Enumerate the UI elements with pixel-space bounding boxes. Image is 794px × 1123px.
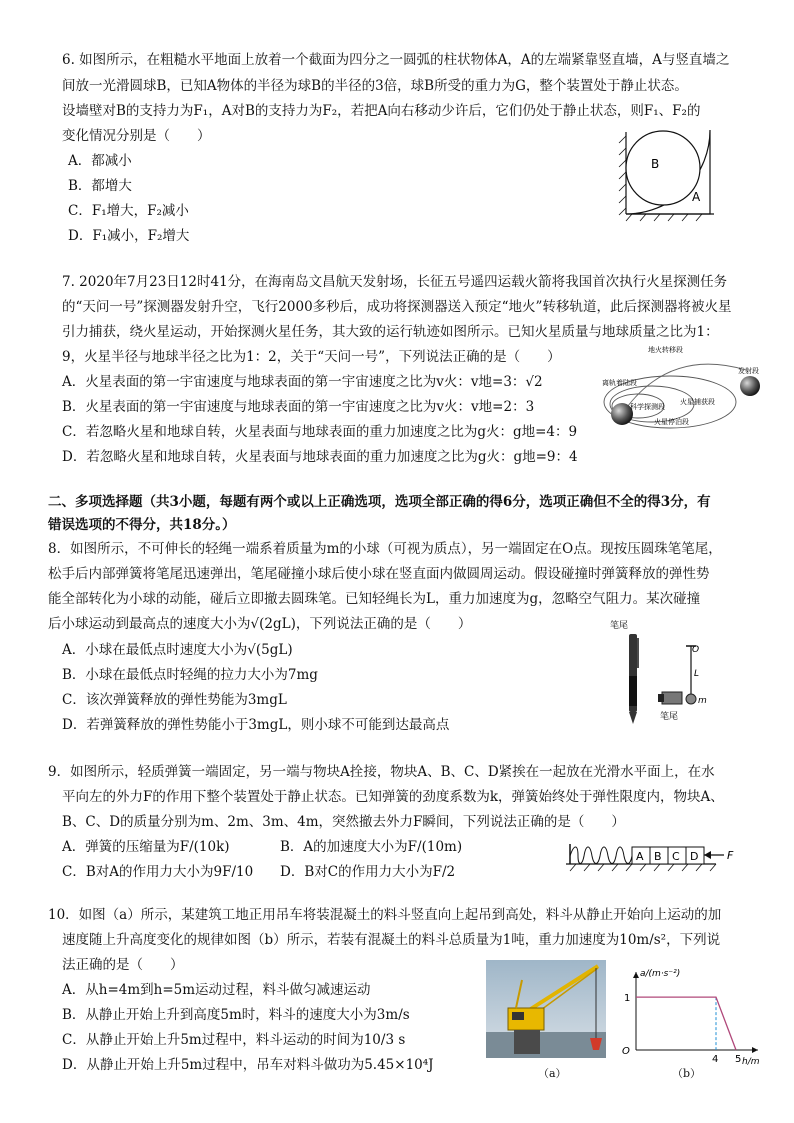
section2-header: 二、多项选择题（共3小题，每题有两个或以上正确选项，选项全部正确的得6分，选项正确但不全的得3分，有	[48, 494, 711, 510]
floor-hatch	[570, 864, 716, 871]
q6-option-d: D．F₁减小，F₂增大	[68, 228, 190, 244]
q9-option-a: A．弹簧的压缩量为F/(10k)	[62, 839, 230, 855]
q10-option-b: B．从静止开始上升到高度5m时，料斗的速度大小为3m/s	[62, 1007, 410, 1023]
ball-b	[626, 131, 700, 205]
block-d-label: D	[690, 850, 699, 863]
landing-label: 离轨着陆段	[602, 379, 637, 387]
crane-window	[512, 1012, 524, 1020]
force-arrowhead	[704, 851, 711, 859]
caption-a: （a）	[538, 1067, 567, 1080]
q8-option-c: C．该次弹簧释放的弹性势能为3mgL	[62, 692, 287, 708]
y-axis-label: a/(m·s⁻²)	[640, 969, 681, 979]
q9-option-b: B．A的加速度大小为F/(10m)	[280, 839, 463, 855]
q8-option-a: A．小球在最低点时速度大小为√(5gL)	[62, 642, 293, 658]
pen-tail-bottom-label: 笔尾	[660, 712, 679, 722]
q7-line: 9，火星半径与地球半径之比为1：2，关于“天问一号”，下列说法正确的是（ ）	[62, 349, 561, 365]
block-a-label: A	[636, 850, 644, 863]
q9-line: B、C、D的质量分别为m、2m、3m、4m，突然撤去外力F瞬间，下列说法正确的是（ ）	[62, 814, 625, 830]
q9-line: 9．如图所示，轻质弹簧一端固定，另一端与物块A拴接，物块A、B、C、D紧挨在一起放在光滑水平面上，在水	[48, 764, 715, 780]
q7-line: 的“天问一号”探测器发射升空，飞行2000多秒后，成功将探测器送入预定“地火”转移轨道，此后探测器将被火星	[62, 299, 732, 315]
x-axis-label: h/m	[742, 1057, 760, 1066]
q7-option-d: D．若忽略火星和地球自转，火星表面与地球表面的重力加速度之比为g火：g地=9：4	[62, 449, 578, 465]
q7-option-c: C．若忽略火星和地球自转，火星表面与地球表面的重力加速度之比为g火：g地=4：9	[62, 424, 578, 440]
photo-water	[486, 1032, 606, 1058]
crane-base	[514, 1030, 540, 1054]
spring	[570, 847, 632, 864]
q6-line: 6. 如图所示，在粗糙水平地面上放着一个截面为四分之一圆弧的柱状物体A，A的左端紧靠竖直墙，A与竖直墙之	[62, 52, 730, 68]
capture-label: 火星捕获段	[680, 398, 715, 406]
q8-line: 能全部转化为小球的动能，碰后立即撤去圆珠笔。已知轻绳长为L，重力加速度为g，忽略空气阻力。某次碰撞	[48, 591, 701, 607]
q6-line: 间放一光滑圆球B，已知A物体的半径为球B的半径的3倍，球B所受的重力为G，整个装置处于静止状态。	[62, 78, 688, 94]
q9-option-d: D．B对C的作用力大小为F/2	[280, 864, 456, 880]
transfer-label: 地火转移段	[648, 346, 683, 354]
q10-option-c: C．从静止开始上升5m过程中，料斗运动的时间为10/3 s	[62, 1032, 406, 1048]
block-b-label: B	[654, 850, 662, 863]
q7-option-b: B．火星表面的第一宇宙速度与地球表面的第一宇宙速度之比为v火：v地=2：3	[62, 399, 535, 415]
block-a-label: A	[692, 190, 701, 204]
q8-line: 8．如图所示，不可伸长的轻绳一端系着质量为m的小球（可视为质点），另一端固定在O点。现按压圆珠笔笔尾，	[48, 541, 722, 557]
earth	[740, 376, 760, 396]
q10-line: 速度随上升高度变化的规律如图（b）所示，若装有混凝土的料斗总质量为1吨，重力加速度为10m/s²，下列说	[62, 932, 721, 948]
launch-label: 发射段	[738, 367, 759, 375]
ground-hatch	[626, 214, 702, 221]
q8-option-d: D．若弹簧释放的弹性势能小于3mgL，则小球不可能到达最高点	[62, 717, 450, 733]
series-line	[636, 997, 736, 1050]
y-axis-arrow	[633, 972, 639, 978]
q8-figure	[602, 616, 722, 728]
q9-option-c: C．B对A的作用力大小为9F/10	[62, 864, 254, 880]
pen-tail-pusher	[662, 692, 682, 704]
q7-line: 7. 2020年7月23日12时41分，在海南岛文昌航天发射场，长征五号遥四运载火箭将我国首次执行火星探测任务	[62, 274, 728, 290]
x-tick-label-4: 4	[712, 1054, 719, 1065]
pen-tail-cap	[658, 694, 664, 702]
q10-option-a: A．从h=4m到h=5m运动过程，料斗做匀减速运动	[62, 982, 371, 998]
x-tick-label-5: 5	[735, 1054, 742, 1065]
q9-figure	[566, 838, 750, 876]
q9-line: 平向左的外力F的作用下整个装置处于静止状态。已知弹簧的劲度系数为k，弹簧始终处于弹性限度内，物块A、	[62, 789, 724, 805]
q7-option-a: A．火星表面的第一宇宙速度与地球表面的第一宇宙速度之比为v火：v地=3：√2	[62, 374, 543, 390]
accel-chart	[614, 966, 768, 1066]
section2-header-cont: 错误选项的不得分，共18分。）	[48, 517, 236, 533]
q8-option-b: B．小球在最低点时轻绳的拉力大小为7mg	[62, 667, 318, 683]
x-axis-arrow	[752, 1047, 758, 1053]
pen-grip	[629, 676, 637, 706]
wall-hatch	[619, 136, 626, 215]
pen-tail-top-label: 笔尾	[610, 621, 629, 631]
q10-option-d: D．从静止开始上升5m过程中，吊车对料斗做功为5.45×10⁴J	[62, 1057, 434, 1073]
q6-option-b: B．都增大	[68, 178, 132, 194]
q8-line: 后小球运动到最高点的速度大小为√(2gL)，下列说法正确的是（ ）	[48, 616, 472, 632]
q10-line: 10．如图（a）所示，某建筑工地正用吊车将装混凝土的料斗竖直向上起吊到高处，料斗从静止开始向上运动的加	[48, 907, 722, 923]
force-label: F	[727, 849, 734, 862]
q10-line: 法正确的是（ ）	[62, 957, 184, 973]
q6-option-a: A．都减小	[68, 153, 132, 169]
ball-m	[686, 694, 696, 704]
q8-line: 松手后内部弹簧将笔尾迅速弹出，笔尾碰撞小球后使小球在竖直面内做圆周运动。假设碰撞时弹簧释放的弹性势	[48, 566, 710, 582]
ball-b-label: B	[651, 157, 660, 171]
parking-label: 火星停泊段	[654, 418, 689, 426]
q7-figure	[598, 342, 774, 442]
science-label: 科学探测段	[630, 403, 665, 411]
origin-label: O	[622, 1046, 630, 1057]
block-c-label: C	[672, 850, 680, 863]
q6-line: 变化情况分别是（ ）	[62, 128, 211, 144]
y-tick-label-1: 1	[624, 993, 631, 1005]
caption-b: （b）	[672, 1067, 702, 1080]
crane-photo	[486, 960, 606, 1058]
pen-tip	[629, 712, 637, 724]
pivot-o-label: O	[692, 645, 700, 655]
rope-length-label: L	[694, 669, 700, 679]
ball-m-label: m	[698, 696, 707, 706]
q7-line: 引力捕获，绕火星运动，开始探测火星任务，其大致的运行轨迹如图所示。已知火星质量与地球质量之比为1：	[62, 324, 719, 340]
q6-line: 设墙壁对B的支持力为F₁，A对B的支持力为F₂，若把A向右移动少许后，它们仍处于静止状态，则F₁、F₂的	[62, 103, 701, 119]
q6-option-c: C．F₁增大，F₂减小	[68, 203, 189, 219]
q6-figure	[618, 128, 718, 223]
